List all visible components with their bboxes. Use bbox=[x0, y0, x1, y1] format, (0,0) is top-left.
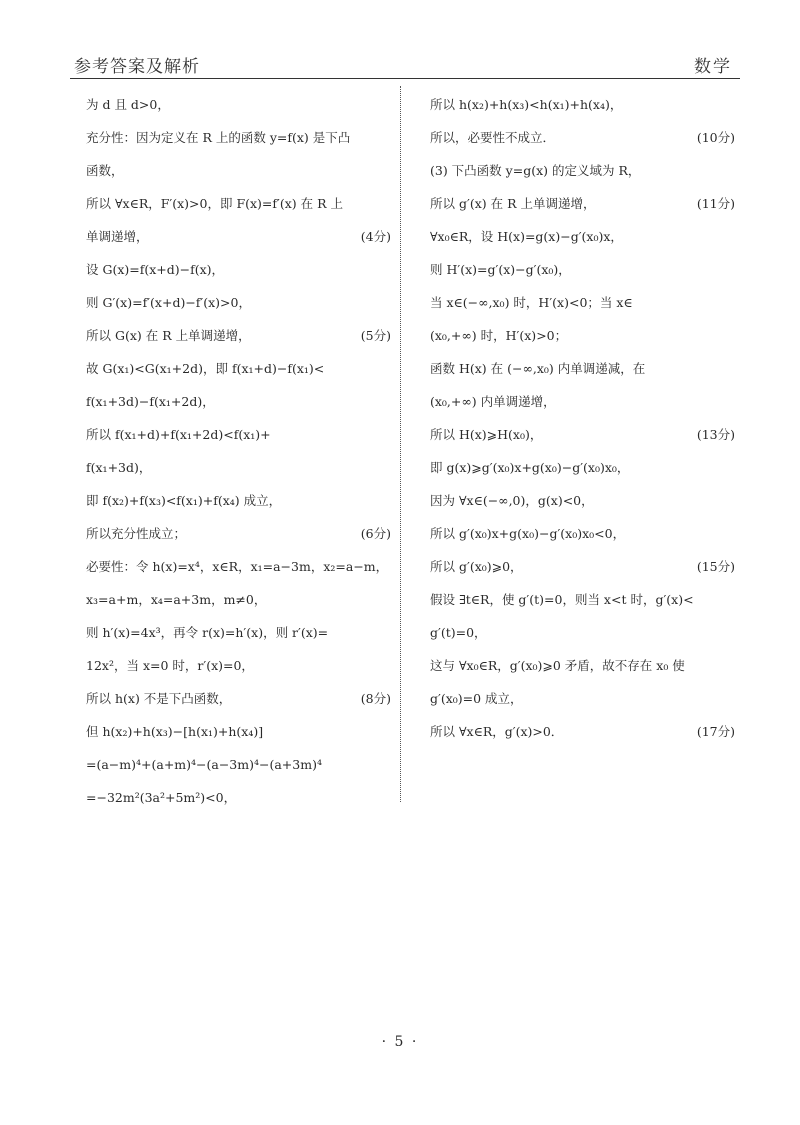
line-text: (3) 下凸函数 y=g(x) 的定义域为 R， bbox=[430, 163, 641, 178]
line-text: 单调递增， bbox=[86, 229, 149, 244]
score-mark: (11分) bbox=[696, 196, 735, 211]
answer-line bbox=[430, 550, 735, 583]
document-title: 参考答案及解析 bbox=[74, 57, 200, 77]
answer-line bbox=[430, 352, 735, 385]
line-text: 函数， bbox=[86, 163, 124, 178]
line-text: 则 H′(x)=g′(x)−g′(x₀)， bbox=[430, 262, 571, 277]
answer-line bbox=[430, 286, 735, 319]
answer-line bbox=[86, 781, 391, 814]
line-text: 所以 G(x) 在 R 上单调递增， bbox=[86, 328, 251, 343]
line-text: 所以 f(x₁+d)+f(x₁+2d)<f(x₁)+ bbox=[86, 427, 271, 442]
answer-line bbox=[86, 286, 391, 319]
page-number: · 5 · bbox=[381, 1034, 419, 1050]
line-text: 必要性：令 h(x)=x⁴，x∈R，x₁=a−3m，x₂=a−m， bbox=[86, 559, 389, 574]
line-text: f(x₁+3d)−f(x₁+2d)， bbox=[86, 394, 215, 409]
line-text: g′(x₀)=0 成立， bbox=[430, 691, 523, 706]
answer-line bbox=[86, 319, 391, 352]
line-text: 所以 h(x₂)+h(x₃)<h(x₁)+h(x₄)， bbox=[430, 97, 623, 112]
line-text: 为 d 且 d>0， bbox=[86, 97, 170, 112]
score-mark: (13分) bbox=[696, 427, 735, 442]
score-mark: (6分) bbox=[360, 526, 391, 541]
answer-line bbox=[430, 319, 735, 352]
line-text: 12x²，当 x=0 时，r′(x)=0， bbox=[86, 658, 254, 673]
answer-line bbox=[86, 649, 391, 682]
line-text: f(x₁+3d)， bbox=[86, 460, 152, 475]
answer-line bbox=[430, 682, 735, 715]
line-text: 所以 g′(x₀)⩾0， bbox=[430, 559, 523, 574]
line-text: 所以，必要性不成立． bbox=[430, 130, 556, 145]
answer-line bbox=[86, 583, 391, 616]
line-text: (x₀,+∞) 时，H′(x)>0； bbox=[430, 328, 568, 343]
answer-line bbox=[430, 715, 735, 748]
answer-line bbox=[86, 154, 391, 187]
line-text: 假设 ∃t∈R，使 g′(t)=0，则当 x<t 时，g′(x)< bbox=[430, 592, 694, 607]
answer-line bbox=[86, 88, 391, 121]
line-text: 则 G′(x)=f′(x+d)−f′(x)>0， bbox=[86, 295, 251, 310]
line-text: =(a−m)⁴+(a+m)⁴−(a−3m)⁴−(a+3m)⁴ bbox=[86, 757, 322, 772]
answer-line bbox=[430, 220, 735, 253]
line-text: 设 G(x)=f(x+d)−f(x)， bbox=[86, 262, 225, 277]
answer-line bbox=[430, 253, 735, 286]
score-mark: (15分) bbox=[696, 559, 735, 574]
answer-line bbox=[430, 517, 735, 550]
line-text: 则 h′(x)=4x³，再令 r(x)=h′(x)，则 r′(x)= bbox=[86, 625, 329, 640]
line-text: 即 g(x)⩾g′(x₀)x+g(x₀)−g′(x₀)x₀， bbox=[430, 460, 630, 475]
line-text: 所以 g′(x) 在 R 上单调递增， bbox=[430, 196, 596, 211]
line-text: 所以 ∀x∈R，g′(x)>0． bbox=[430, 724, 564, 739]
answer-line bbox=[86, 748, 391, 781]
line-text: 所以 h(x) 不是下凸函数， bbox=[86, 691, 232, 706]
score-mark: (17分) bbox=[696, 724, 735, 739]
answer-line bbox=[430, 451, 735, 484]
score-mark: (4分) bbox=[360, 229, 391, 244]
line-text: 这与 ∀x₀∈R，g′(x₀)⩾0 矛盾，故不存在 x₀ 使 bbox=[430, 658, 685, 673]
line-text: 所以充分性成立； bbox=[86, 526, 187, 541]
line-text: 因为 ∀x∈(−∞,0)，g(x)<0， bbox=[430, 493, 594, 508]
line-text: g′(t)=0， bbox=[430, 625, 487, 640]
line-text: (x₀,+∞) 内单调递增， bbox=[430, 394, 556, 409]
answer-line bbox=[86, 418, 391, 451]
page-header bbox=[70, 48, 740, 79]
answer-line bbox=[430, 649, 735, 682]
line-text: 所以 g′(x₀)x+g(x₀)−g′(x₀)x₀<0， bbox=[430, 526, 626, 541]
line-text: 即 f(x₂)+f(x₃)<f(x₁)+f(x₄) 成立， bbox=[86, 493, 282, 508]
right-column bbox=[430, 88, 735, 748]
answer-line bbox=[430, 385, 735, 418]
line-text: 故 G(x₁)<G(x₁+2d)，即 f(x₁+d)−f(x₁)< bbox=[86, 361, 325, 376]
answer-line bbox=[86, 682, 391, 715]
column-divider bbox=[400, 86, 401, 802]
line-text: ∀x₀∈R，设 H(x)=g(x)−g′(x₀)x， bbox=[430, 229, 623, 244]
line-text: 函数 H(x) 在 (−∞,x₀) 内单调递减，在 bbox=[430, 361, 646, 376]
answer-line bbox=[86, 517, 391, 550]
answer-line bbox=[430, 484, 735, 517]
answer-line bbox=[430, 121, 735, 154]
answer-line bbox=[430, 616, 735, 649]
answer-line bbox=[86, 616, 391, 649]
answer-line bbox=[86, 385, 391, 418]
answer-line bbox=[86, 484, 391, 517]
line-text: 当 x∈(−∞,x₀) 时，H′(x)<0；当 x∈ bbox=[430, 295, 633, 310]
answer-line bbox=[86, 187, 391, 220]
line-text: 所以 ∀x∈R，F′(x)>0，即 F(x)=f′(x) 在 R 上 bbox=[86, 196, 343, 211]
line-text: =−32m²(3a²+5m²)<0， bbox=[86, 790, 237, 805]
score-mark: (5分) bbox=[360, 328, 391, 343]
answer-line bbox=[430, 154, 735, 187]
answer-line bbox=[430, 583, 735, 616]
answer-line bbox=[430, 88, 735, 121]
line-text: x₃=a+m，x₄=a+3m，m≠0， bbox=[86, 592, 267, 607]
answer-line bbox=[430, 418, 735, 451]
answer-line bbox=[86, 352, 391, 385]
answer-line bbox=[86, 253, 391, 286]
answer-line bbox=[430, 187, 735, 220]
answer-line bbox=[86, 715, 391, 748]
answer-line bbox=[86, 451, 391, 484]
answer-line bbox=[86, 121, 391, 154]
left-column bbox=[86, 88, 391, 814]
line-text: 所以 H(x)⩾H(x₀)， bbox=[430, 427, 543, 442]
answer-line bbox=[86, 550, 391, 583]
subject-label: 数学 bbox=[694, 57, 732, 77]
score-mark: (8分) bbox=[360, 691, 391, 706]
line-text: 但 h(x₂)+h(x₃)−[h(x₁)+h(x₄)] bbox=[86, 724, 264, 739]
answer-line bbox=[86, 220, 391, 253]
line-text: 充分性：因为定义在 R 上的函数 y=f(x) 是下凸 bbox=[86, 130, 351, 145]
score-mark: (10分) bbox=[696, 130, 735, 145]
